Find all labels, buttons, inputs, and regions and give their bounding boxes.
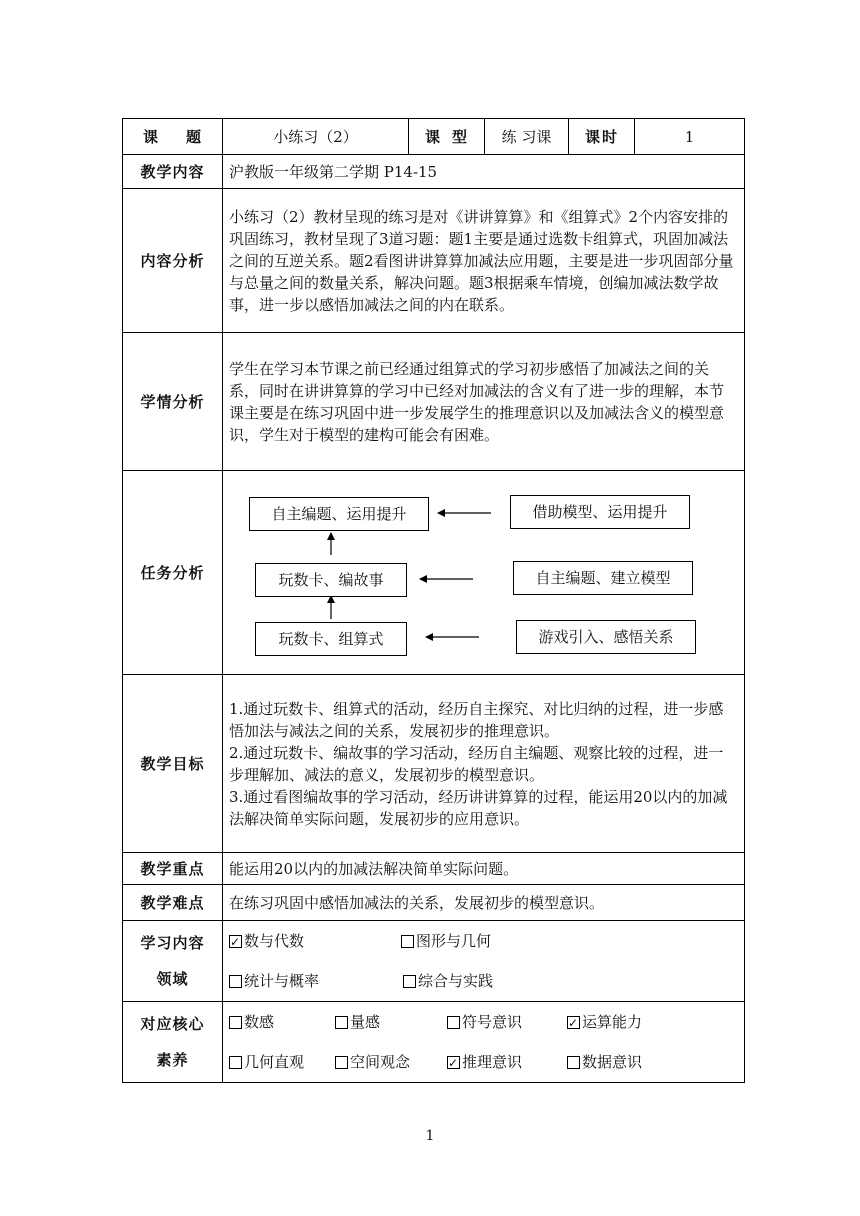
header-row: [123, 119, 745, 155]
literacy-option-8[interactable]: 数据意识: [567, 1051, 642, 1073]
flow-box-right-1: 借助模型、运用提升: [510, 495, 690, 529]
difficulty-label: 教学难点: [123, 885, 223, 921]
type-label-cell: 课 型: [409, 119, 485, 155]
checkbox-icon[interactable]: [447, 1016, 460, 1029]
literacy-row: [123, 1002, 745, 1083]
analysis-label: 内容分析: [123, 189, 223, 333]
goal-item-3: 3.通过看图编故事的学习活动，经历讲讲算算的过程，能运用20以内的加减法解决简单实际问题，发展初步的应用意识。: [229, 787, 728, 828]
checkbox-icon[interactable]: [229, 1056, 242, 1069]
checkbox-icon[interactable]: [229, 975, 242, 988]
task-diagram-cell: [223, 471, 745, 675]
domain-options: [223, 921, 745, 1002]
key-point-label: 教学重点: [123, 853, 223, 885]
literacy-option-6[interactable]: 空间观念: [335, 1051, 447, 1073]
content-label: 教学内容: [123, 155, 223, 189]
domain-option-4[interactable]: 综合与实践: [403, 970, 493, 992]
flow-box-right-3: 游戏引入、感悟关系: [516, 620, 696, 654]
flow-box-left-1: 自主编题、运用提升: [249, 497, 429, 531]
period-label-cell: 课 时: [569, 119, 635, 155]
flow-box-left-3: 玩数卡、组算式: [255, 622, 407, 656]
learner-text: 学生在学习本节课之前已经通过组算式的学习初步感悟了加减法之间的关系，同时在讲讲算算的学习中已经对加减法的含义有了进一步的理解，本节课主要是在练习巩固中进一步发展学生的推理意识以及加减法含义的模型意识，学生对于模型的建构可能会有困难。: [223, 333, 745, 471]
topic-label-cell: 课 题: [123, 119, 223, 155]
literacy-option-3[interactable]: 符号意识: [447, 1011, 567, 1033]
checkbox-icon[interactable]: [229, 1016, 242, 1029]
key-point-value: 能运用20以内的加减法解决简单实际问题。: [223, 853, 745, 885]
literacy-option-7[interactable]: ✓ 推理意识: [447, 1051, 567, 1073]
flow-box-right-2: 自主编题、建立模型: [513, 561, 693, 595]
flow-box-left-2: 玩数卡、编故事: [255, 563, 407, 597]
difficulty-row: [123, 885, 745, 921]
literacy-option-5[interactable]: 几何直观: [229, 1051, 335, 1073]
goals-text: [223, 675, 745, 853]
domain-row: [123, 921, 745, 1002]
difficulty-value: 在练习巩固中感悟加减法的关系，发展初步的模型意识。: [223, 885, 745, 921]
lesson-plan-table: [122, 118, 745, 1083]
learner-row: [123, 333, 745, 471]
analysis-text: 小练习（2）教材呈现的练习是对《讲讲算算》和《组算式》2个内容安排的巩固练习，教材呈现了3道习题：题1主要是通过选数卡组算式，巩固加减法之间的互逆关系。题2看图讲讲算算加减法应用题，主要是进一步巩固部分量与总量之间的数量关系，解决问题。题3根据乘车情境，创编加减法数学故事，进一步以感悟加减法之间的内在联系。: [223, 189, 745, 333]
domain-option-3[interactable]: 统计与概率: [229, 970, 403, 992]
literacy-label: 对应核心 素养: [123, 1002, 223, 1083]
literacy-option-2[interactable]: 量感: [335, 1011, 447, 1033]
goal-item-2: 2.通过玩数卡、编故事的学习活动，经历自主编题、观察比较的过程，进一步理解加、减法的意义，发展初步的模型意识。: [229, 743, 724, 784]
checkbox-icon[interactable]: [335, 1016, 348, 1029]
domain-label: 学习内容 领域: [123, 921, 223, 1002]
task-row: [123, 471, 745, 675]
task-flow-diagram: [223, 475, 744, 671]
literacy-option-4[interactable]: ✓ 运算能力: [567, 1011, 642, 1033]
analysis-row: [123, 189, 745, 333]
checkbox-icon[interactable]: [567, 1056, 580, 1069]
checkbox-checked-icon[interactable]: [567, 1016, 580, 1029]
checkbox-icon[interactable]: [401, 935, 414, 948]
task-label: 任务分析: [123, 471, 223, 675]
goals-row: [123, 675, 745, 853]
literacy-option-1[interactable]: 数感: [229, 1011, 335, 1033]
checkbox-checked-icon[interactable]: [229, 935, 242, 948]
domain-option-1[interactable]: ✓ 数与代数: [229, 930, 401, 952]
goals-label: 教学目标: [123, 675, 223, 853]
period-value: 1: [635, 119, 745, 155]
content-value: 沪教版一年级第二学期 P14-15: [223, 155, 745, 189]
key-point-row: [123, 853, 745, 885]
literacy-options: [223, 1002, 745, 1083]
goal-item-1: 1.通过玩数卡、组算式的活动，经历自主探究、对比归纳的过程，进一步感悟加法与减法之间的关系，发展初步的推理意识。: [229, 699, 724, 740]
content-row: [123, 155, 745, 189]
type-value: 练 习课: [485, 119, 569, 155]
checkbox-icon[interactable]: [403, 975, 416, 988]
topic-value: 小练习（2）: [223, 119, 409, 155]
checkbox-icon[interactable]: [335, 1056, 348, 1069]
checkbox-checked-icon[interactable]: [447, 1056, 460, 1069]
page-number: 1: [425, 1128, 435, 1144]
learner-label: 学情分析: [123, 333, 223, 471]
domain-option-2[interactable]: 图形与几何: [401, 930, 491, 952]
